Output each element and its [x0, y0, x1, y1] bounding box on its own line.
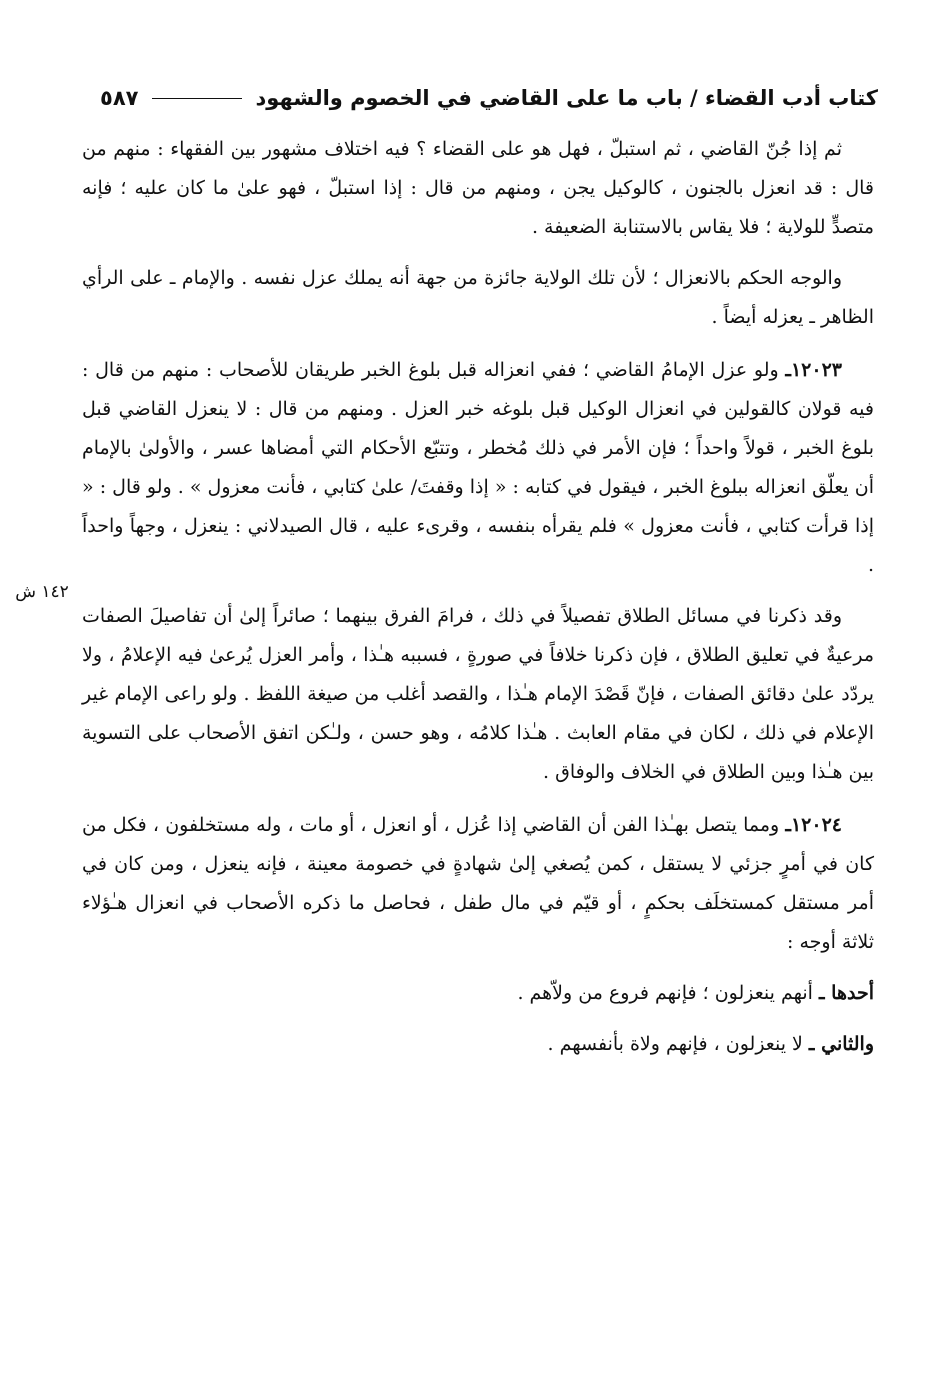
- body-text: [82, 130, 874, 1064]
- paragraph-text: ومما يتصل بهـٰذا الفن أن القاضي إذا عُزل ، أو انعزل ، أو مات ، وله مستخلفون ، فكل من كان في أمرٍ جزئي لا يستقل ، كمن يُصغي إلىٰ شهادةٍ في خصومة معينة ، فإنه ينعزل ، ومن كان في أمر مستقل كمستخلَف بحكمٍ ، أو قيّم في مال طفل ، فحاصل ما ذكره الأصحاب في انعزال هـٰؤلاء ثلاثة أوجه :: [82, 814, 874, 953]
- paragraph-divorce-comparison: وقد ذكرنا في مسائل الطلاق تفصيلاً في ذلك ، فرامَ الفرق بينهما ؛ صائراً إلىٰ أن تفاصيلَ الصفات مرعيةٌ في تعليق الطلاق ، فإن ذكرنا خلافاً في صورةٍ ، فسببه هـٰذا ، وأمر العزل يُرعىٰ فيه الإعلامُ ، ولا يردّد علىٰ دقائق الصفات ، فإنّ قَصْدَ الإمام هـٰذا ، والقصد أغلب من صيغة اللفظ . ولو راعى الإمام غير الإعلام في ذلك ، لكان في مقام العابث . هـٰذا كلامُه ، وهو حسن ، ولـٰكن اتفق الأصحاب على التسوية بين هـٰذا وبين الطلاق في الخلاف والوفاق .: [82, 605, 874, 783]
- option-label: أحدها ـ: [819, 982, 874, 1004]
- section-number: ١٢٠٢٣ـ: [785, 359, 842, 381]
- margin-page-reference: ١٤٢ ش: [15, 582, 69, 602]
- paragraph-dismissal-view: والوجه الحكم بالانعزال ؛ لأن تلك الولاية جائزة من جهة أنه يملك عزل نفسه . والإمام ـ على الرأي الظاهر ـ يعزله أيضاً .: [82, 267, 874, 328]
- running-header: [100, 78, 878, 118]
- paragraph-12024: [82, 806, 874, 962]
- paragraph-12023: [82, 351, 874, 585]
- paragraph-text: ولو عزل الإمامُ القاضي ؛ ففي انعزاله قبل بلوغ الخبر طريقان للأصحاب : منهم من قال : فيه قولان كالقولين في انعزال الوكيل قبل بلوغه خبر العزل . ومنهم من قال : لا ينعزل القاضي قبل بلوغ الخبر ، قولاً واحداً ؛ فإن الأمر في ذلك مُخطر ، وتتبّع الأحكام التي أمضاها عسر ، والأولىٰ بالإمام أن يعلّق انعزاله ببلوغ الخبر ، فيقول في كتابه : « إذا وقفتَ/ علىٰ كتابي ، فأنت معزول » . ولو قال : « إذا قرأت كتابي ، فأنت معزول » فلم يقرأه بنفسه ، وقرىء عليه ، قال الصيدلاني : ينعزل ، وجهاً واحداً .: [82, 359, 874, 576]
- header-rule: [152, 98, 241, 99]
- option-first: [82, 974, 874, 1013]
- option-text: لا ينعزلون ، فإنهم ولاة بأنفسهم .: [547, 1033, 803, 1055]
- section-number: ١٢٠٢٤ـ: [785, 814, 842, 836]
- header-title: كتاب أدب القضاء / باب ما على القاضي في الخصوم والشهود: [255, 86, 878, 110]
- option-text: أنهم ينعزلون ؛ فإنهم فروع من ولاّهم .: [517, 982, 813, 1004]
- page-number: ٥٨٧: [100, 86, 139, 110]
- paragraph-insanity-ruling: ثم إذا جُنّ القاضي ، ثم استبلّ ، فهل هو على القضاء ؟ فيه اختلاف مشهور بين الفقهاء : منهم من قال : قد انعزل بالجنون ، كالوكيل يجن ، ومنهم من قال : إذا استبلّ ، فهو علىٰ ما كان عليه ؛ فإنه متصدٍّ للولاية ؛ فلا يقاس بالاستنابة الضعيفة .: [82, 138, 874, 238]
- option-second: [82, 1025, 874, 1064]
- option-label: والثاني ـ: [808, 1033, 874, 1055]
